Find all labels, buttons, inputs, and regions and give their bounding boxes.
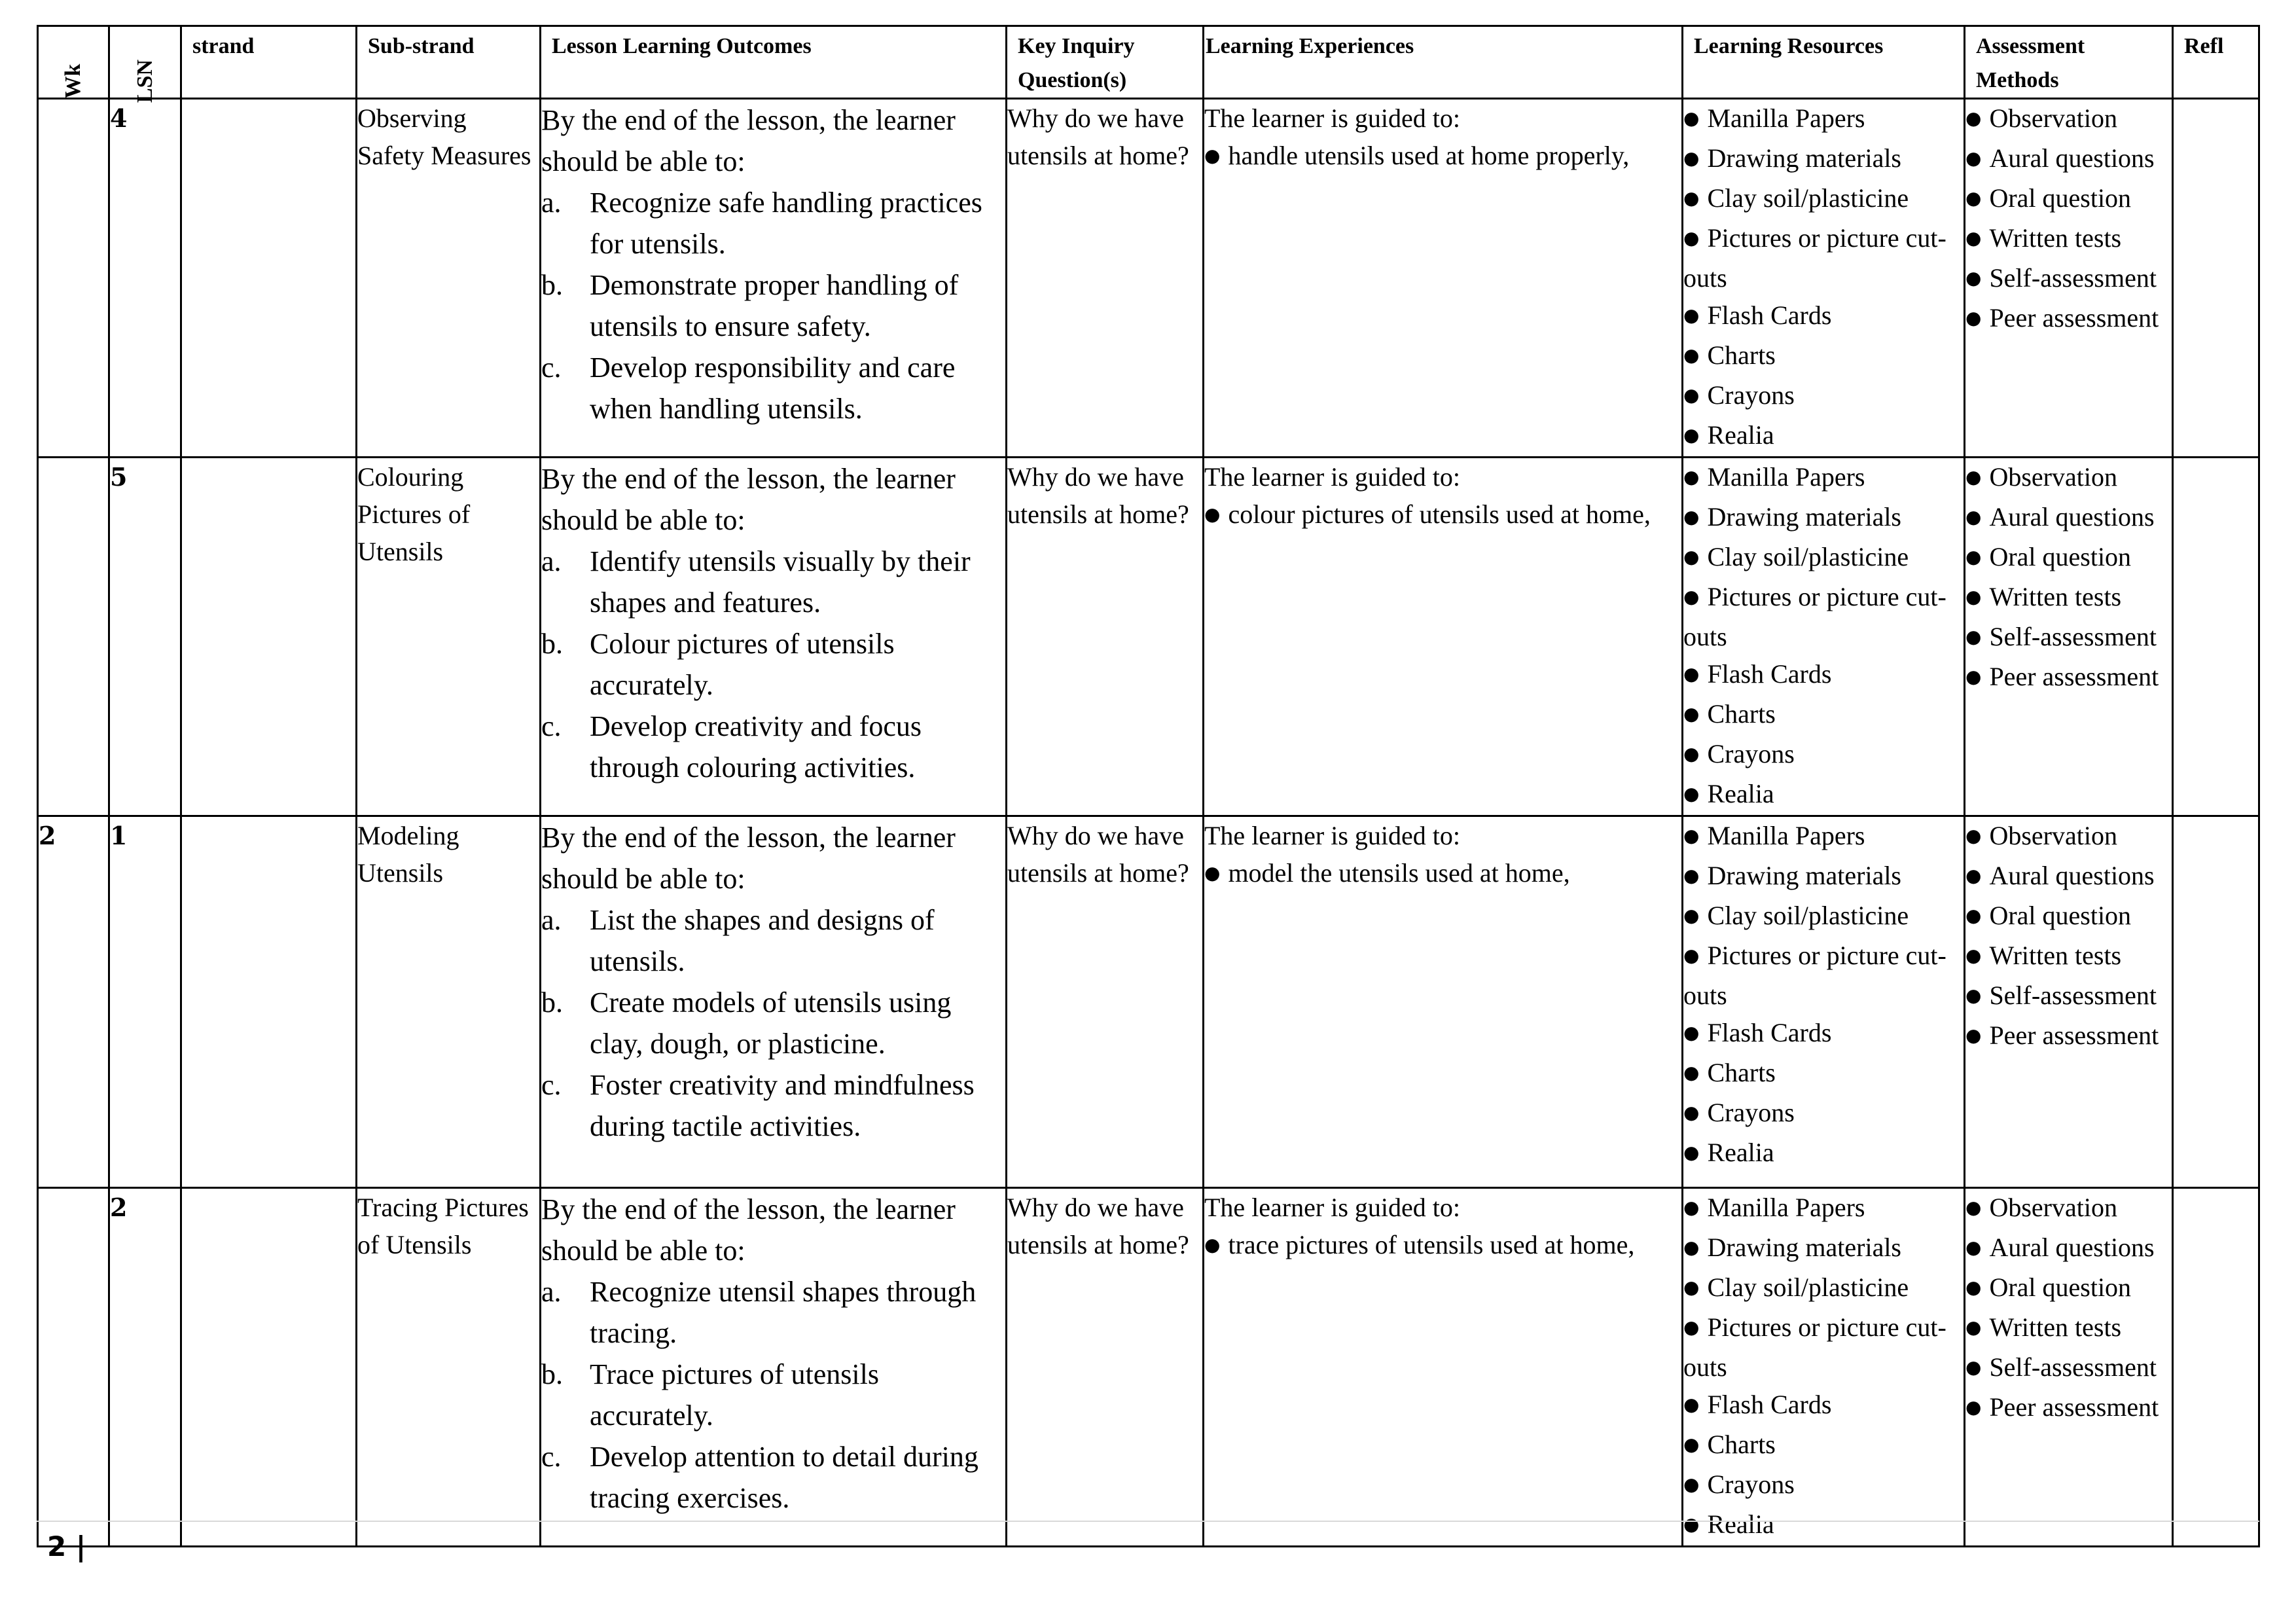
outcomes-list xyxy=(541,899,1005,1147)
assessment-item: ● Aural questions xyxy=(1965,498,2172,538)
assessment-cell xyxy=(1965,816,2173,1188)
assessment-item: ● Oral question xyxy=(1965,897,2172,937)
resource-item: ● Pictures or picture cut-outs xyxy=(1683,937,1964,1014)
outcome-marker: a. xyxy=(541,904,562,936)
week-cell xyxy=(38,458,109,816)
resource-item: ● Pictures or picture cut-outs xyxy=(1683,1308,1964,1386)
table-row xyxy=(38,458,2259,816)
strand-cell xyxy=(181,99,357,458)
outcome-text: Develop creativity and focus through colouring activities. xyxy=(590,710,922,784)
key-inquiry-cell: Why do we have utensils at home? xyxy=(1007,1188,1204,1547)
strand-cell xyxy=(181,816,357,1188)
resource-item: ● Flash Cards xyxy=(1683,1386,1964,1426)
resource-item: ● Manilla Papers xyxy=(1683,99,1964,139)
outcome-item xyxy=(541,1354,1005,1436)
resource-item: ● Drawing materials xyxy=(1683,139,1964,179)
assessment-item: ● Written tests xyxy=(1965,1308,2172,1348)
key-inquiry-cell: Why do we have utensils at home? xyxy=(1007,816,1204,1188)
header-lsn: LSN xyxy=(109,26,181,99)
outcomes-intro: By the end of the lesson, the learner should be able to: xyxy=(541,1193,956,1267)
outcome-text: Foster creativity and mindfulness during tactile activities. xyxy=(590,1069,975,1142)
outcomes-cell xyxy=(541,816,1007,1188)
outcome-marker: a. xyxy=(541,545,562,577)
resources-cell xyxy=(1683,1188,1965,1547)
outcome-text: Recognize safe handling practices for utensils. xyxy=(590,187,982,260)
assessment-item: ● Oral question xyxy=(1965,179,2172,219)
lesson-number-cell: 4 xyxy=(109,99,181,458)
lesson-number-cell: 1 xyxy=(109,816,181,1188)
assessment-item: ● Observation xyxy=(1965,1189,2172,1229)
assessment-item: ● Self-assessment xyxy=(1965,618,2172,658)
outcomes-intro: By the end of the lesson, the learner should be able to: xyxy=(541,104,956,177)
week-cell xyxy=(38,1188,109,1547)
header-wk: Wk xyxy=(38,26,109,99)
outcome-text: Create models of utensils using clay, dough, or plasticine. xyxy=(590,986,952,1060)
outcomes-cell xyxy=(541,1188,1007,1547)
assessment-item: ● Peer assessment xyxy=(1965,658,2172,698)
strand-cell xyxy=(181,1188,357,1547)
page-number: 2 | xyxy=(47,1530,86,1562)
outcome-item xyxy=(541,899,1005,982)
outcome-text: Demonstrate proper handling of utensils to ensure safety. xyxy=(590,269,959,342)
outcome-marker: a. xyxy=(541,187,562,219)
assessment-item: ● Oral question xyxy=(1965,538,2172,578)
resource-item: ● Realia xyxy=(1683,1506,1964,1545)
assessment-item: ● Observation xyxy=(1965,458,2172,498)
assessment-item: ● Oral question xyxy=(1965,1269,2172,1308)
outcome-marker: c. xyxy=(541,1441,562,1473)
reflection-cell xyxy=(2173,99,2259,458)
resource-item: ● Crayons xyxy=(1683,376,1964,416)
week-cell xyxy=(38,99,109,458)
outcome-text: Colour pictures of utensils accurately. xyxy=(590,628,895,701)
resource-item: ● Clay soil/plasticine xyxy=(1683,1269,1964,1308)
table-row xyxy=(38,816,2259,1188)
resource-item: ● Flash Cards xyxy=(1683,297,1964,336)
outcome-item xyxy=(541,347,1005,429)
outcomes-intro: By the end of the lesson, the learner should be able to: xyxy=(541,821,956,895)
header-key-inquiry: Key Inquiry Question(s) xyxy=(1007,26,1204,99)
header-sub-strand: Sub-strand xyxy=(357,26,541,99)
sub-strand-cell: Colouring Pictures of Utensils xyxy=(357,458,541,816)
outcome-text: Develop responsibility and care when handling utensils. xyxy=(590,352,956,425)
lesson-number-cell: 2 xyxy=(109,1188,181,1547)
assessment-item: ● Observation xyxy=(1965,99,2172,139)
resource-item: ● Charts xyxy=(1683,1426,1964,1466)
outcome-marker: c. xyxy=(541,352,562,384)
resource-item: ● Crayons xyxy=(1683,1094,1964,1134)
experiences-item: ● model the utensils used at home, xyxy=(1204,854,1681,894)
strand-cell xyxy=(181,458,357,816)
resource-item: ● Clay soil/plasticine xyxy=(1683,538,1964,578)
assessment-item: ● Aural questions xyxy=(1965,139,2172,179)
assessment-item: ● Written tests xyxy=(1965,219,2172,259)
experiences-item: ● colour pictures of utensils used at home, xyxy=(1204,496,1681,535)
resource-item: ● Charts xyxy=(1683,1054,1964,1094)
assessment-item: ● Aural questions xyxy=(1965,1229,2172,1269)
outcome-item xyxy=(541,1271,1005,1354)
resource-item: ● Charts xyxy=(1683,695,1964,735)
outcome-marker: c. xyxy=(541,1069,562,1101)
assessment-item: ● Written tests xyxy=(1965,578,2172,618)
outcome-marker: b. xyxy=(541,628,563,660)
header-experiences: Learning Experiences xyxy=(1204,26,1683,99)
outcomes-cell xyxy=(541,458,1007,816)
resource-item: ● Manilla Papers xyxy=(1683,1189,1964,1229)
header-row xyxy=(38,26,2259,99)
experiences-intro: The learner is guided to: xyxy=(1204,103,1460,133)
outcome-item xyxy=(541,982,1005,1064)
outcome-marker: a. xyxy=(541,1276,562,1308)
experiences-cell xyxy=(1204,458,1683,816)
resource-item: ● Realia xyxy=(1683,416,1964,456)
outcome-item xyxy=(541,541,1005,623)
resources-cell xyxy=(1683,458,1965,816)
outcome-item xyxy=(541,182,1005,264)
resource-item: ● Manilla Papers xyxy=(1683,817,1964,857)
footer-divider xyxy=(37,1521,2259,1522)
experiences-cell xyxy=(1204,816,1683,1188)
outcome-text: Trace pictures of utensils accurately. xyxy=(590,1358,879,1432)
resource-item: ● Charts xyxy=(1683,336,1964,376)
key-inquiry-cell: Why do we have utensils at home? xyxy=(1007,99,1204,458)
reflection-cell xyxy=(2173,458,2259,816)
table-row xyxy=(38,1188,2259,1547)
assessment-item: ● Self-assessment xyxy=(1965,977,2172,1017)
resource-item: ● Clay soil/plasticine xyxy=(1683,179,1964,219)
resource-item: ● Flash Cards xyxy=(1683,655,1964,695)
assessment-item: ● Peer assessment xyxy=(1965,1017,2172,1056)
scheme-of-work-table xyxy=(37,25,2260,1547)
assessment-item: ● Observation xyxy=(1965,817,2172,857)
outcome-item xyxy=(541,264,1005,347)
outcome-marker: c. xyxy=(541,710,562,742)
outcome-text: List the shapes and designs of utensils. xyxy=(590,904,935,977)
outcome-text: Identify utensils visually by their shapes and features. xyxy=(590,545,971,619)
outcome-marker: b. xyxy=(541,986,563,1019)
assessment-item: ● Peer assessment xyxy=(1965,299,2172,339)
sub-strand-cell: Tracing Pictures of Utensils xyxy=(357,1188,541,1547)
assessment-cell xyxy=(1965,1188,2173,1547)
outcome-marker: b. xyxy=(541,269,563,301)
assessment-item: ● Written tests xyxy=(1965,937,2172,977)
resources-cell xyxy=(1683,99,1965,458)
week-cell: 2 xyxy=(38,816,109,1188)
outcomes-cell xyxy=(541,99,1007,458)
experiences-cell xyxy=(1204,99,1683,458)
resource-item: ● Manilla Papers xyxy=(1683,458,1964,498)
outcome-item xyxy=(541,623,1005,706)
outcome-item xyxy=(541,706,1005,788)
outcomes-list xyxy=(541,182,1005,429)
outcomes-intro: By the end of the lesson, the learner should be able to: xyxy=(541,463,956,536)
resource-item: ● Drawing materials xyxy=(1683,1229,1964,1269)
header-assessment: Assessment Methods xyxy=(1965,26,2173,99)
experiences-intro: The learner is guided to: xyxy=(1204,462,1460,492)
assessment-item: ● Aural questions xyxy=(1965,857,2172,897)
outcome-text: Recognize utensil shapes through tracing. xyxy=(590,1276,977,1349)
outcome-item xyxy=(541,1436,1005,1519)
header-strand: strand xyxy=(181,26,357,99)
experiences-item: ● handle utensils used at home properly, xyxy=(1204,137,1681,177)
experiences-item: ● trace pictures of utensils used at home, xyxy=(1204,1226,1681,1266)
header-outcomes: Lesson Learning Outcomes xyxy=(541,26,1007,99)
sub-strand-cell: Modeling Utensils xyxy=(357,816,541,1188)
resource-item: ● Crayons xyxy=(1683,1466,1964,1506)
resource-item: ● Pictures or picture cut-outs xyxy=(1683,219,1964,297)
experiences-intro: The learner is guided to: xyxy=(1204,821,1460,850)
resource-item: ● Realia xyxy=(1683,775,1964,815)
resource-item: ● Pictures or picture cut-outs xyxy=(1683,578,1964,655)
outcome-marker: b. xyxy=(541,1358,563,1390)
reflection-cell xyxy=(2173,816,2259,1188)
assessment-item: ● Peer assessment xyxy=(1965,1388,2172,1428)
resource-item: ● Clay soil/plasticine xyxy=(1683,897,1964,937)
resource-item: ● Crayons xyxy=(1683,735,1964,775)
assessment-cell xyxy=(1965,458,2173,816)
table-row xyxy=(38,99,2259,458)
header-resources: Learning Resources xyxy=(1683,26,1965,99)
header-reflection: Refl xyxy=(2173,26,2259,99)
experiences-intro: The learner is guided to: xyxy=(1204,1193,1460,1222)
resource-item: ● Flash Cards xyxy=(1683,1014,1964,1054)
resources-cell xyxy=(1683,816,1965,1188)
outcomes-list xyxy=(541,541,1005,788)
resource-item: ● Drawing materials xyxy=(1683,857,1964,897)
assessment-cell xyxy=(1965,99,2173,458)
assessment-item: ● Self-assessment xyxy=(1965,1348,2172,1388)
outcomes-list xyxy=(541,1271,1005,1519)
resource-item: ● Realia xyxy=(1683,1134,1964,1174)
reflection-cell xyxy=(2173,1188,2259,1547)
outcome-text: Develop attention to detail during tracing exercises. xyxy=(590,1441,978,1514)
outcome-item xyxy=(541,1064,1005,1147)
sub-strand-cell: Observing Safety Measures xyxy=(357,99,541,458)
key-inquiry-cell: Why do we have utensils at home? xyxy=(1007,458,1204,816)
resource-item: ● Drawing materials xyxy=(1683,498,1964,538)
assessment-item: ● Self-assessment xyxy=(1965,259,2172,299)
lesson-number-cell: 5 xyxy=(109,458,181,816)
experiences-cell xyxy=(1204,1188,1683,1547)
